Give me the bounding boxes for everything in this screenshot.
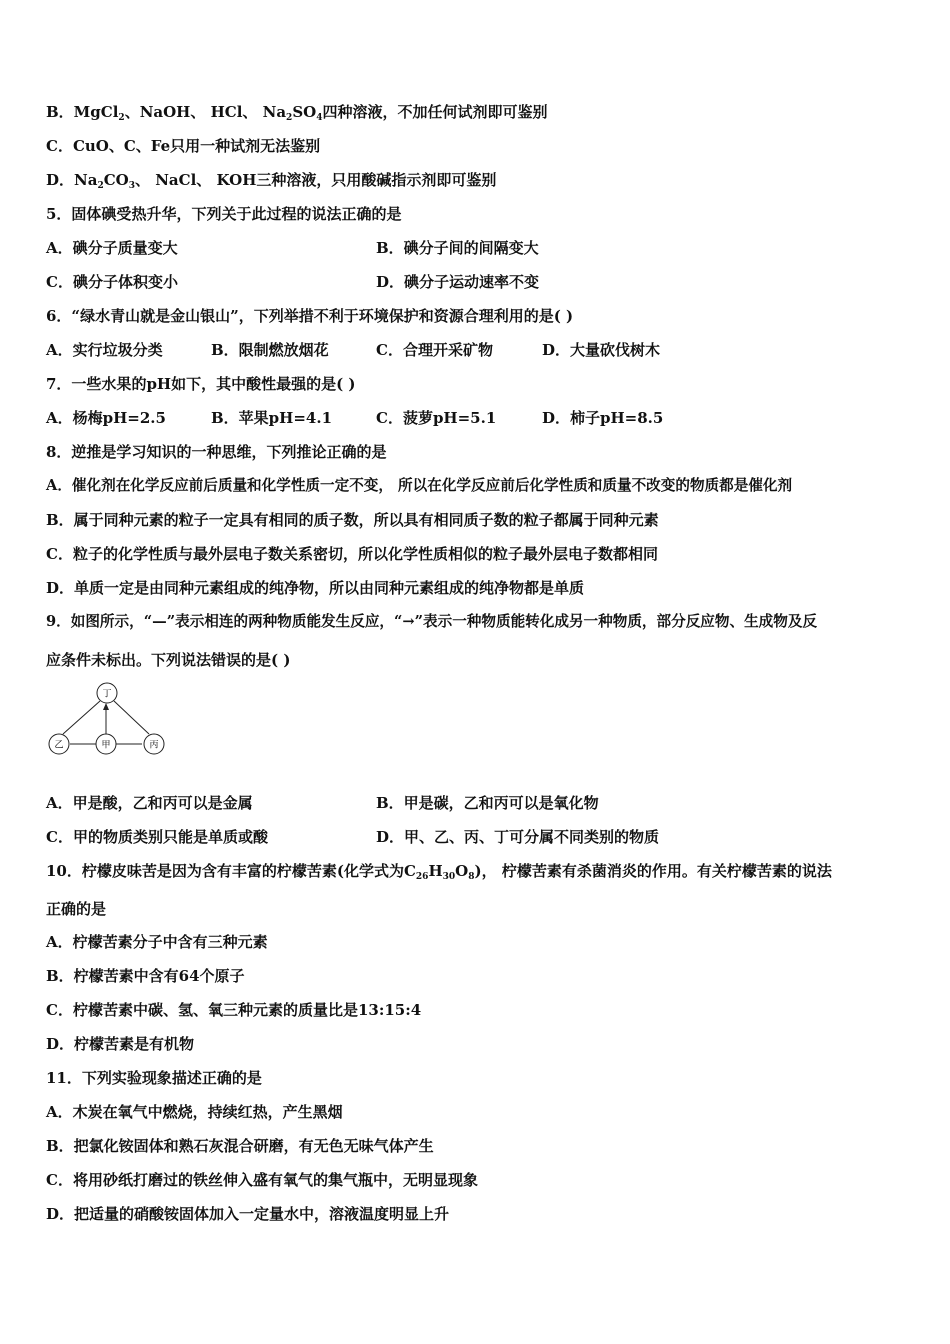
q8-option-a: A．催化剂在化学反应前后质量和化学性质一定不变， 所以在化学反应前后化学性质和质量不改变的物质都是催化剂 <box>46 477 793 494</box>
q8-stem: 8．逆推是学习知识的一种思维，下列推论正确的是 <box>46 443 387 461</box>
q5-options-row2 <box>46 272 540 292</box>
q6-stem: 6．“绿水青山就是金山银山”，下列举措不利于环境保护和资源合理利用的是( ) <box>46 307 574 325</box>
q9-option-d: D．甲、乙、丙、丁可分属不同类别的物质 <box>376 828 660 846</box>
arrowhead-icon <box>103 703 109 710</box>
q11-option-a: A．木炭在氧气中燃烧，持续红热，产生黑烟 <box>46 1103 343 1121</box>
q5-option-b: B．碘分子间的间隔变大 <box>376 239 539 257</box>
q9-stem-line1: 9．如图所示，“—”表示相连的两种物质能发生反应，“→”表示一种物质能转化成另一种物质，部分反应物、生成物及反 <box>46 613 818 630</box>
q7-stem: 7．一些水果的pH如下，其中酸性最强的是( ) <box>46 375 356 393</box>
q10-option-a: A．柠檬苦素分子中含有三种元素 <box>46 933 268 951</box>
node-ding-label: 丁 <box>102 689 112 700</box>
q11-option-c: C．将用砂纸打磨过的铁丝伸入盛有氧气的集气瓶中，无明显现象 <box>46 1171 478 1189</box>
q8-option-b: B．属于同种元素的粒子一定具有相同的质子数，所以具有相同质子数的粒子都属于同种元素 <box>46 511 659 529</box>
q8-option-d: D．单质一定是由同种元素组成的纯净物，所以由同种元素组成的纯净物都是单质 <box>46 579 585 597</box>
q9-option-c: C．甲的物质类别只能是单质或酸 <box>46 828 268 846</box>
q11-stem: 11．下列实验现象描述正确的是 <box>46 1069 262 1087</box>
q7-option-a: A．杨梅pH=2.5 <box>46 409 166 427</box>
q5-option-c: C．碘分子体积变小 <box>46 273 178 291</box>
q9-option-a: A．甲是酸，乙和丙可以是金属 <box>46 794 253 812</box>
q9-reaction-diagram <box>42 680 172 762</box>
q5-options-row1 <box>46 238 539 258</box>
q10-stem-line1: 10．柠檬皮味苦是因为含有丰富的柠檬苦素(化学式为$C_{26}H_{30}O_8$)， 柠檬苦素有杀菌消炎的作用。有关柠檬苦素的说法 <box>46 862 832 882</box>
q5-stem: 5．固体碘受热升华，下列关于此过程的说法正确的是 <box>46 205 402 223</box>
link-ding-bing <box>114 701 149 734</box>
q11-option-d: D．把适量的硝酸铵固体加入一定量水中，溶液温度明显上升 <box>46 1205 450 1223</box>
q7-options <box>46 408 906 428</box>
link-ding-yi <box>63 701 100 734</box>
q5-option-d: D．碘分子运动速率不变 <box>376 273 540 291</box>
q7-option-c: C．菠萝pH=5.1 <box>376 409 497 427</box>
q6-options <box>46 340 906 360</box>
q6-option-c: C．合理开采矿物 <box>376 341 493 359</box>
node-jia-label: 甲 <box>101 740 111 751</box>
q4-option-b: B．MgCl$_2$、NaOH、 HCl、 $Na_2SO_4$四种溶液，不加任何试剂即可鉴别 <box>46 103 548 123</box>
q9-options-row2 <box>46 827 660 847</box>
q10-option-d: D．柠檬苦素是有机物 <box>46 1035 195 1053</box>
q7-option-b: B．苹果pH=4.1 <box>211 409 333 427</box>
q4-option-c: C．CuO、C、Fe只用一种试剂无法鉴别 <box>46 137 321 155</box>
q6-option-a: A．实行垃圾分类 <box>46 341 163 359</box>
q4-option-d: D．$Na_2CO_3$、 NaCl、 KOH三种溶液，只用酸碱指示剂即可鉴别 <box>46 171 497 191</box>
q10-option-c: C．柠檬苦素中碳、氢、氧三种元素的质量比是13:15:4 <box>46 1001 422 1019</box>
q10-stem-line2: 正确的是 <box>46 900 107 918</box>
q9-option-b: B．甲是碳，乙和丙可以是氧化物 <box>376 794 599 812</box>
q10-option-b: B．柠檬苦素中含有64个原子 <box>46 967 245 985</box>
q7-option-d: D．柿子pH=8.5 <box>542 409 664 427</box>
q8-option-c: C．粒子的化学性质与最外层电子数关系密切，所以化学性质相似的粒子最外层电子数都相同 <box>46 545 658 563</box>
q6-option-b: B．限制燃放烟花 <box>211 341 329 359</box>
q5-option-a: A．碘分子质量变大 <box>46 239 178 257</box>
node-bing-label: 丙 <box>149 740 159 751</box>
node-yi-label: 乙 <box>54 740 64 751</box>
q11-option-b: B．把氯化铵固体和熟石灰混合研磨，有无色无味气体产生 <box>46 1137 434 1155</box>
q9-stem-line2: 应条件未标出。下列说法错误的是( ) <box>46 651 291 669</box>
q6-option-d: D．大量砍伐树木 <box>542 341 661 359</box>
q9-options-row1 <box>46 793 599 813</box>
